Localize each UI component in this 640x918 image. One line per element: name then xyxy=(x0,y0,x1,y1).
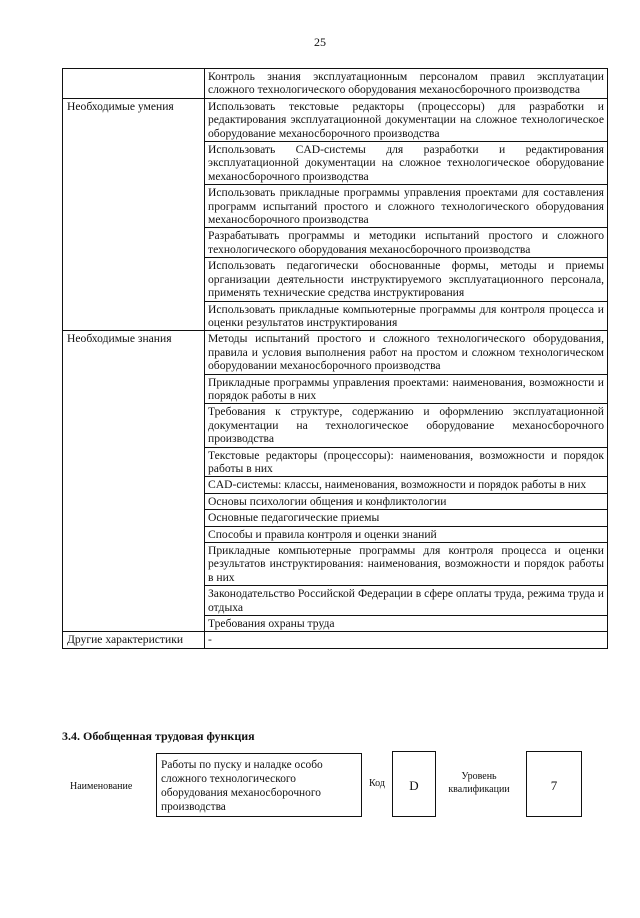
level-label: Уровень квалификации xyxy=(448,771,510,795)
table-label-empty xyxy=(63,510,205,526)
table-label-empty xyxy=(63,69,205,99)
table-row xyxy=(63,477,608,493)
knowledge-item: Требования к структуре, содержанию и оформлению эксплуатационной документации на технологическое оборудование механосборочного производства xyxy=(205,404,608,447)
knowledge-item: Основные педагогические приемы xyxy=(205,510,608,526)
table-row xyxy=(63,98,608,141)
table-label-empty xyxy=(63,301,205,331)
knowledge-item: Методы испытаний простого и сложного технологического оборудования, правила и условия выполнения работ на простом и сложном технологическом оборудовании механосборочного производства xyxy=(205,331,608,374)
level-value-box: 7 xyxy=(526,751,582,817)
table-row xyxy=(63,510,608,526)
skill-item: Использовать текстовые редакторы (процессоры) для разработки и редактирования эксплуатационной документации на сложное технологическое оборудование механосборочного производства xyxy=(205,98,608,141)
skill-item: Использовать прикладные программы управления проектами для составления программ испытаний простого и сложного технологического оборудования механосборочного производства xyxy=(205,185,608,228)
knowledge-item: Основы психологии общения и конфликтологии xyxy=(205,493,608,509)
table-label-empty xyxy=(63,142,205,185)
table-row xyxy=(63,526,608,542)
requirements-table xyxy=(62,68,608,649)
table-row xyxy=(63,185,608,228)
table-row xyxy=(63,331,608,374)
knowledge-item: Прикладные компьютерные программы для контроля процесса и оценки результатов инструктирования: наименования, возможности и порядок работы в них xyxy=(205,543,608,586)
function-info-row xyxy=(62,750,612,820)
knowledge-item: Способы и правила контроля и оценки знаний xyxy=(205,526,608,542)
skills-label: Необходимые умения xyxy=(63,98,205,141)
knowledge-item: Требования охраны труда xyxy=(205,616,608,632)
skill-item: Использовать педагогически обоснованные формы, методы и приемы организации деятельности инструктируемого эксплуатационного персонала, применять технические средства инструктирования xyxy=(205,258,608,301)
table-label-empty xyxy=(63,616,205,632)
table-row xyxy=(63,301,608,331)
other-label: Другие характеристики xyxy=(63,632,205,648)
knowledge-item: Текстовые редакторы (процессоры): наименования, возможности и порядок работы в них xyxy=(205,447,608,477)
other-value: - xyxy=(205,632,608,648)
section-title: 3.4. Обобщенная трудовая функция xyxy=(62,729,255,743)
table-row xyxy=(63,616,608,632)
knowledge-item: CAD-системы: классы, наименования, возможности и порядок работы в них xyxy=(205,477,608,493)
code-label: Код xyxy=(369,778,385,789)
page-number: 25 xyxy=(314,35,326,49)
table-row xyxy=(63,228,608,258)
table-row xyxy=(63,447,608,477)
table-label-empty xyxy=(63,493,205,509)
table-label-empty xyxy=(63,404,205,447)
skill-item: Разрабатывать программы и методики испытаний простого и сложного технологического оборудования механосборочного производства xyxy=(205,228,608,258)
table-row xyxy=(63,69,608,99)
table-label-empty xyxy=(63,586,205,616)
table-row xyxy=(63,374,608,404)
table-label-empty xyxy=(63,526,205,542)
knowledge-item: Прикладные программы управления проектами: наименования, возможности и порядок работы в них xyxy=(205,374,608,404)
table-label-empty xyxy=(63,543,205,586)
table-label-empty xyxy=(63,185,205,228)
table-row xyxy=(63,632,608,648)
knowledge-item: Законодательство Российской Федерации в сфере оплаты труда, режима труда и отдыха xyxy=(205,586,608,616)
table-row xyxy=(63,493,608,509)
table-row xyxy=(63,258,608,301)
table-label-empty xyxy=(63,477,205,493)
skill-item: Использовать CAD-системы для разработки и редактирования эксплуатационной документации на сложное технологическое оборудование механосборочного производства xyxy=(205,142,608,185)
name-value-box: Работы по пуску и наладке особо сложного технологического оборудования механосборочного производства xyxy=(156,753,362,817)
table-label-empty xyxy=(63,228,205,258)
table-label-empty xyxy=(63,258,205,301)
table-row xyxy=(63,404,608,447)
table-row xyxy=(63,142,608,185)
table-label-empty xyxy=(63,447,205,477)
table-row xyxy=(63,543,608,586)
table-cell: Контроль знания эксплуатационным персоналом правил эксплуатации сложного технологического оборудования механосборочного производства xyxy=(205,69,608,99)
code-value-box: D xyxy=(392,751,436,817)
table-row xyxy=(63,586,608,616)
name-label: Наименование xyxy=(70,781,133,792)
knowledge-label: Необходимые знания xyxy=(63,331,205,374)
table-label-empty xyxy=(63,374,205,404)
skill-item: Использовать прикладные компьютерные программы для контроля процесса и оценки результатов инструктирования xyxy=(205,301,608,331)
